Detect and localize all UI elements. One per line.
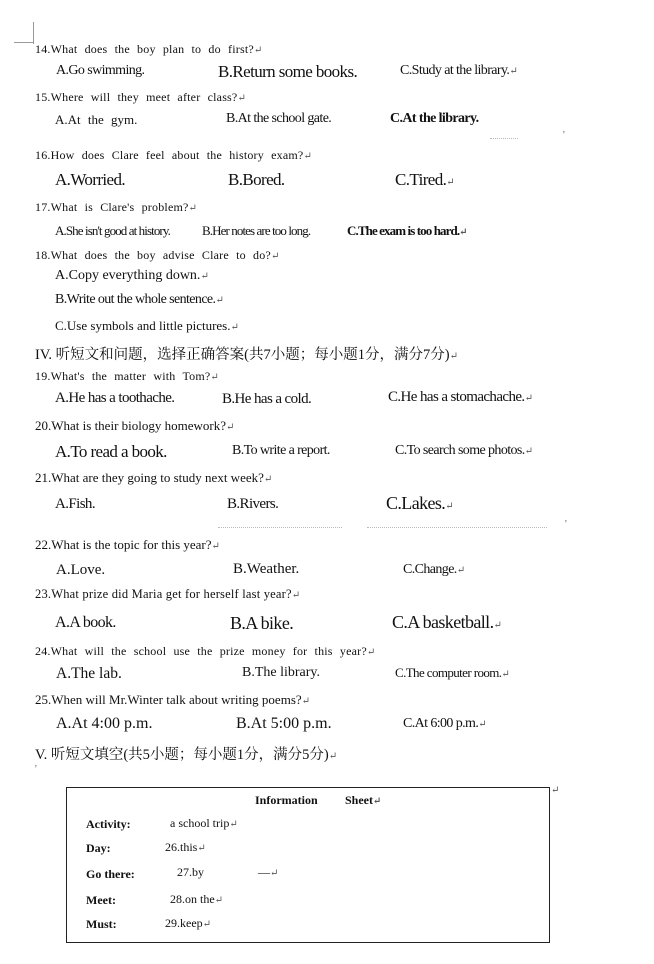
- row-value-go-there: 27.by: [177, 865, 204, 879]
- q14-option-a: A.Go swimming.: [56, 63, 145, 78]
- q25-option-b: B.At 5:00 p.m.: [236, 715, 332, 732]
- question-24: 24.What will the school use the prize money for this year?↵: [35, 644, 376, 658]
- q17-option-b: B.Her notes are too long.: [202, 223, 311, 238]
- question-20: 20.What is their biology homework?↵: [35, 418, 235, 433]
- row-label-activity: Activity:: [86, 817, 131, 831]
- q23-option-b: B.A bike.: [230, 613, 294, 633]
- dotted-rule: [367, 527, 547, 528]
- q24-option-a: A.The lab.: [56, 665, 122, 682]
- paragraph-mark: ↵: [551, 785, 560, 796]
- q14-option-b: B.Return some books.: [218, 62, 358, 81]
- q21-option-a: A.Fish.: [55, 496, 95, 512]
- q14-option-c: C.Study at the library.↵: [400, 63, 518, 78]
- tick-mark: ': [35, 764, 37, 775]
- row-label-meet: Meet:: [86, 893, 116, 907]
- question-17: 17.What is Clare's problem?↵: [35, 200, 198, 214]
- q16-option-a: A.Worried.: [55, 170, 126, 189]
- q25-option-a: A.At 4:00 p.m.: [56, 715, 153, 732]
- q20-option-b: B.To write a report.: [232, 443, 330, 458]
- q18-option-b: B.Write out the whole sentence.↵: [55, 292, 224, 307]
- q15-option-a: A.At the gym.: [55, 112, 138, 127]
- row-value-meet: 28.on the↵: [170, 892, 224, 906]
- corner-mark-vertical: [33, 22, 34, 44]
- q24-option-c: C.The computer room.↵: [395, 665, 510, 680]
- tick-mark: ': [565, 519, 567, 530]
- row-value-activity: a school trip↵: [170, 816, 238, 830]
- q23-option-c: C.A basketball.↵: [392, 612, 502, 632]
- q17-option-a: A.She isn't good at history.: [55, 223, 170, 238]
- q20-option-a: A.To read a book.: [55, 442, 167, 461]
- q20-option-c: C.To search some photos.↵: [395, 443, 533, 458]
- q25-option-c: C.At 6:00 p.m.↵: [403, 716, 486, 731]
- q22-option-c: C.Change.↵: [403, 562, 465, 577]
- q16-option-b: B.Bored.: [228, 170, 285, 189]
- section-5-heading: V. 听短文填空(共5小题；每小题1分，满分5分)↵: [35, 747, 338, 763]
- row-blank-dash: —↵: [258, 865, 279, 879]
- information-sheet: [66, 787, 550, 943]
- q21-option-b: B.Rivers.: [227, 496, 279, 512]
- q16-option-c: C.Tired.↵: [395, 170, 455, 189]
- sheet-title-left: Information: [255, 793, 318, 807]
- row-label-day: Day:: [86, 841, 111, 855]
- question-23: 23.What prize did Maria get for herself last year?↵: [35, 587, 301, 601]
- q23-option-a: A.A book.: [55, 614, 116, 631]
- row-value-must: 29.keep↵: [165, 916, 212, 930]
- q19-option-a: A.He has a toothache.: [55, 390, 175, 406]
- row-label-go-there: Go there:: [86, 867, 135, 881]
- question-14: 14.What does the boy plan to do first?↵: [35, 42, 263, 56]
- row-value-day: 26.this↵: [165, 840, 206, 854]
- question-16: 16.How does Clare feel about the history exam?↵: [35, 148, 313, 162]
- question-25: 25.When will Mr.Winter talk about writing poems?↵: [35, 692, 311, 707]
- question-15: 15.Where will they meet after class?↵: [35, 90, 247, 104]
- q22-option-a: A.Love.: [56, 562, 106, 578]
- q17-option-c: C.The exam is too hard.↵: [347, 223, 467, 238]
- section-4-heading: IV. 听短文和问题，选择正确答案(共7小题；每小题1分，满分7分)↵: [35, 347, 458, 363]
- tick-mark: ': [563, 130, 565, 141]
- dotted-rule: [218, 527, 342, 528]
- q18-option-a: A.Copy everything down.↵: [55, 268, 209, 283]
- q15-option-b: B.At the school gate.: [226, 111, 332, 126]
- corner-mark-horizontal: [14, 42, 34, 43]
- question-22: 22.What is the topic for this year?↵: [35, 537, 220, 552]
- q22-option-b: B.Weather.: [233, 561, 300, 577]
- q21-option-c: C.Lakes.↵: [386, 493, 453, 513]
- sheet-title-right: Sheet↵: [345, 793, 382, 807]
- question-19: 19.What's the matter with Tom?↵: [35, 369, 219, 383]
- question-18: 18.What does the boy advise Clare to do?↵: [35, 248, 280, 262]
- q19-option-b: B.He has a cold.: [222, 391, 312, 407]
- q24-option-b: B.The library.: [242, 665, 321, 680]
- dotted-rule: [490, 138, 518, 139]
- q19-option-c: C.He has a stomachache.↵: [388, 389, 533, 405]
- question-21: 21.What are they going to study next week?↵: [35, 470, 273, 485]
- q15-option-c: C.At the library.: [390, 111, 479, 126]
- q18-option-c: C.Use symbols and little pictures.↵: [55, 318, 239, 333]
- row-label-must: Must:: [86, 917, 117, 931]
